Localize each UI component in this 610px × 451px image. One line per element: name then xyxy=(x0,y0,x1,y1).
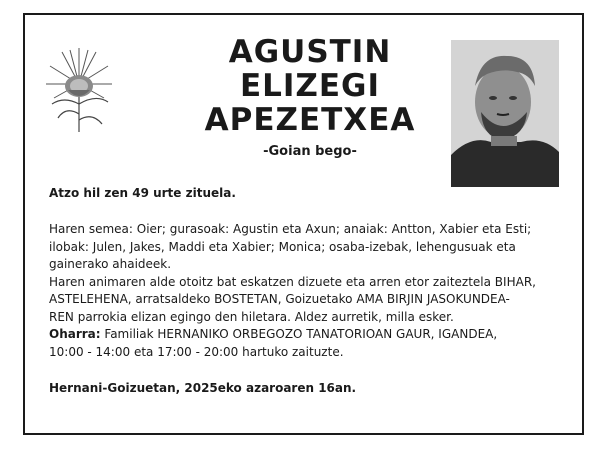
family-line: REN parrokia elizan egingo den hiletara. Aldez aurretik, milla esker. xyxy=(49,309,454,324)
place-date: Hernani-Goizuetan, 2025eko azaroaren 16an. xyxy=(49,381,357,395)
thistle-flower-icon xyxy=(44,44,114,134)
deceased-name-line-3: APEZETXEA xyxy=(204,102,416,138)
family-line: gainerako ahaideek. xyxy=(49,257,172,271)
note-text: Familiak HERNANIKO ORBEGOZO TANATORIOAN GAUR, IGANDEA, xyxy=(100,327,498,341)
deceased-name-line-2: ELIZEGI xyxy=(239,68,381,104)
note-hours: 10:00 - 14:00 eta 17:00 - 20:00 hartuko zaituzte. xyxy=(49,344,344,359)
intro-line: Atzo hil zen 49 urte zituela. xyxy=(49,186,236,200)
note-line xyxy=(49,326,569,344)
portrait-photo xyxy=(451,40,559,187)
family-line: Haren animaren alde otoitz bat eskatzen dizuete eta arren etor zaiteztela BIHAR, xyxy=(49,274,536,289)
family-line: ilobak: Julen, Jakes, Maddi eta Xabier; Monica; osaba-izebak, lehengusuak eta xyxy=(49,239,516,254)
family-line: ASTELEHENA, arratsaldeko BOSTETAN, Goizuetako AMA BIRJIN JASOKUNDEA- xyxy=(49,292,510,306)
subtitle: -Goian bego- xyxy=(263,144,357,159)
deceased-name-line-1: AGUSTIN xyxy=(228,34,392,70)
family-line: Haren semea: Oier; gurasoak: Agustin eta Axun; anaiak: Antton, Xabier eta Esti; xyxy=(49,222,532,236)
note-label: Oharra: xyxy=(49,327,101,341)
